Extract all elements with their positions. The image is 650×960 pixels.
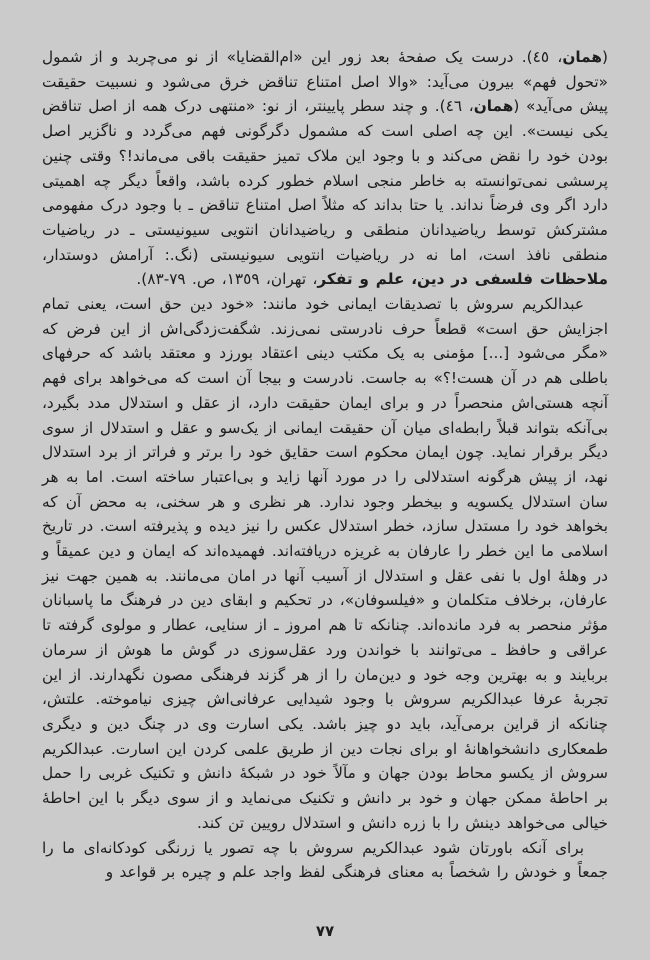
text-run: عبدالکریم سروش با تصدیقات ایمانی خود مانند: «خود دین حق است، یعنی تمام اجزایش حق است» قطعاً حرف نادرستی نمی‌زند. شگفت‌زدگی‌اش از این فرض که «مگر می‌شود [...] مؤمنی به یک مکتب دینی اعتقاد بورزد و معتقد باشد که حرفهای باطلی هم در آن هست!؟» به جاست. نادرست و بیجا آن است که می‌خواهد برای فهم آنچه هستی‌اش منحصراً در و برای ایمان حقیقت دارد، از عقل و استدلال مدد بگیرد، بی‌آنکه بتواند قبلاً رابطه‌ای میان آن حقیقت ایمانی از یک‌سو و عقل و استدلال از سوی دیگر برقرار نماید. چون ایمان محکوم است حقایق خود را برتر و فراتر از برد استدلال نهد، از پیش هرگونه استدلالی را در مورد آنها زاید و بی‌اعتبار ساخته است. اما به هر سان استدلال یکسویه و بیخطر وجود ندارد. هر نظری و هر سخنی، به محض آن که بخواهد خود را مستدل سازد، خطر استدلال عکس را نیز دیده و پذیرفته است. در تاریخ اسلامی ما این خطر را عارفان به غریزه دریافته‌اند. فهمیده‌اند که ایمان و دین عمیقاً و در وهلهٔ اول با نفی عقل و استدلال از آسیب آنها در امان می‌مانند. به همین جهت نیز عارفان، برخلاف متکلمان و «فیلسوفان»، در تحکیم و ابقای دین در فرهنگ ما پاسبانان مؤثر منحصر به فرد مانده‌اند. چنانکه تا هم امروز ـ از سنایی، عطار و مولوی گرفته تا عراقی و حافظ ـ می‌توانند با خواندن ورد عقل‌سوزی در گوش ما هوش از سرمان بربایند و به بهترین وجه خود و دین‌مان را از هر گزند فرهنگی مصون نگهدارند. از این تجربهٔ عرفا عبدالکریم سروش با وجود شیدایی عرفانی‌اش چیزی نیاموخته. علتش، چنانکه از قراین برمی‌آید، باید دو چیز باشد. یکی اسارت وی در چنگ دین و دیگری طمعکاری دانشخواهانهٔ او برای نجات دین از طریق علمی کردن این اسارت. عبدالکریم سروش از یکسو محاط بودن جهان و مآلاً خود در شبکهٔ دانش و تکنیک غربی را حمل بر احاطهٔ ممکن جهان و خود بر دانش و تکنیک می‌نماید و از سوی دیگر با این احاطهٔ خیالی می‌خواهد دینش را با زره دانش و استدلال رویین تن کند. [42,295,608,832]
text-run-bold: همان [562,48,603,66]
text-run: ( [602,48,608,66]
page-number: ٧٧ [315,922,335,940]
text-run: ، ٤٦). و چند سطر پایینتر، از نو: «منتهی درک همه از اصل تناقض یکی نیست». این چه اصلی است که مشمول دگرگونی فهم می‌گردد و ناگزیر اصل بودن خود را نقض می‌کند و با وجود این ملاک تمیز حقیقت باقی می‌ماند!؟ وقتی چنین پرسشی نمی‌توانسته به خاطر منجی اسلام خطور کرده باشد، واقعاً دیگر چه اهمیتی دارد اگر وی فرضاً نداند. یا حتا بداند که مثلاً اصل امتناع تناقض ـ با وجود درک مفهومی مشترکش توسط ریاضیدانان منطقی و ریاضیدانان انتویی سیونیستی ـ در ریاضیات منطقی نافذ است، اما نه در ریاضیات انتویی سیونیستی (نگ.: آرامش دوستدار، [42,97,608,264]
text-run-bold: همان [473,97,514,116]
book-title-text: ملاحظات فلسفی در دین، علم و تفکر [317,270,608,289]
paragraph-3 [42,836,608,885]
paragraph-2 [42,292,608,835]
text-run: ، تهران، ١٣٥٩، ص. ٧٩-٨٣). [136,270,318,289]
text-run: ، ٤٥). درست یک صفحهٔ بعد زور این «ام‌القضایا» از نو می‌چربد و از شمول «تحول فهم» بیرون می‌آید: «والا اصل امتناع تناقض خرق می‌شود و نسبیت حقیقت پیش می‌آید» ( [42,48,608,116]
paragraph-1 [42,45,608,292]
text-run: برای آنکه باورتان شود عبدالکریم سروش با چه تصور یا زرنگی کودکانه‌ای ما را جمعاً و خودش را شخصاً به معنای فرهنگی لفظ واجد علم و چیره بر قواعد و [42,838,608,882]
